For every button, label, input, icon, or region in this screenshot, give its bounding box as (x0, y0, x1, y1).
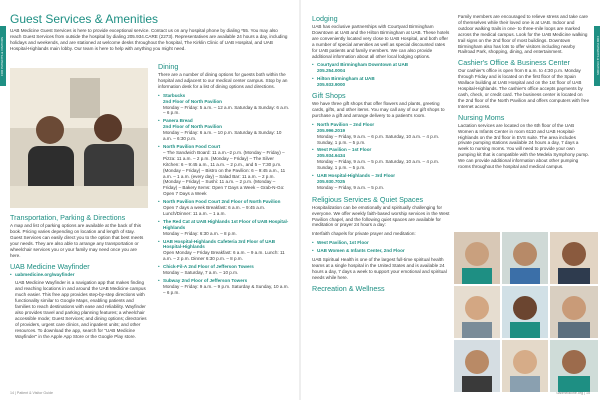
footer-left (10, 391, 53, 395)
dining-item-hours: Monday – Friday: 6 a.m. – 10 p.m. Saturday & Sunday: 10 a.m. – 6:30 p.m. (163, 130, 282, 142)
religious-item-2 (312, 248, 450, 254)
gift-shop-name: North Pavilion – 2nd Floor (317, 121, 375, 127)
heading-lodging: Lodging (312, 14, 338, 23)
wayfinder-link[interactable]: uabmedicine.org/wayfinder (15, 272, 75, 278)
spiritual-paragraph: UAB Spiritual Health is one of the largest full-time spiritual health teams at a single hospital in the United States and is available 24 hours a day, 7 days a week to support your emotional and spiritual needs while here. (312, 257, 447, 280)
cashier-paragraph: Our cashier's office is open from 8 a.m. to 4:30 p.m. Monday through Friday and is located on the first floor of the Spain Wallace building at UAB Hospital and on the 1st floor of UAB Hospital-Highlands. The cashier's office accepts payments by cash, check, or credit card. The business center is located on the 2nd floor of the North Pavilion and offers computers with free Internet access. (458, 68, 590, 109)
dining-item-subway (158, 278, 290, 296)
right-column-1 (312, 14, 450, 294)
heading-cashier: Cashier's Office & Business Center (458, 58, 570, 68)
collage-photo-image (452, 232, 600, 392)
lodging-courtyard (312, 62, 450, 74)
dining-item-cafeteria (158, 239, 290, 263)
religious-item-label: UAB Women & Infants Center, 2nd Floor (317, 248, 405, 254)
heading-nursing: Nursing Moms (458, 112, 505, 122)
dining-item-location: 2nd Floor of North Pavilion (163, 124, 222, 130)
dining-item-name: North Pavilion Food Court (163, 143, 221, 149)
gift-shop-name: UAB Hospital-Highlands – 3rd Floor (317, 173, 396, 179)
religious-item-1 (312, 240, 450, 246)
gift-shop-hours: Monday – Friday, 9 a.m. – 6 p.m. Saturday, 10 a.m. – 4 p.m. Sunday, 1 p.m. – 5 p.m. (317, 133, 440, 145)
dining-item-hours: Monday – Friday: 9 a.m. – 9 p.m. Saturday & Sunday, 10 a.m. – 6 p.m. (163, 283, 289, 295)
heading-recreation: Recreation & Wellness (312, 283, 385, 293)
heading-transportation: Transportation, Parking & Directions (10, 213, 126, 222)
gift-shop-phone: 205.996.2019 (317, 127, 346, 133)
heading-religious: Religious Services & Quiet Spaces (312, 194, 424, 204)
gift-shop-name: West Pavilion – 1st Floor (317, 147, 372, 153)
gift-paragraph: We have three gift shops that offer flowers and plants, greeting cards, gifts, and other items. You may call any of our gift shops to purchase a gift and arrange delivery to a patient's room. (312, 101, 445, 118)
heading-dining: Dining (158, 62, 179, 71)
gift-shop-west (312, 147, 450, 171)
dining-item-red-cat (158, 219, 290, 237)
gift-shop-phone: 205.934.6434 (317, 153, 346, 159)
dining-item-panera (158, 118, 290, 142)
dining-item-hours: Open Monday – Friday Breakfast: 6 a.m. – 9 a.m. Lunch: 11 a.m. – 2 p.m. Dinner 6:30 p.m. – 8 p.m. (163, 250, 285, 262)
lodging-paragraph: UAB has exclusive partnerships with Courtyard Birmingham Downtown at UAB and the Hilton Birmingham at UAB. These hotels are conveniently located very close to UAB Hospital, and both offer a number of special amenities as well as special discounted rates for UAB patients and family members. We can also provide additional information about all other local lodging options. (312, 24, 450, 59)
staff-photo (10, 68, 148, 208)
gift-shop-north (312, 122, 450, 146)
dining-item-chick-fil-a (158, 264, 290, 276)
dining-item-name: Starbucks (163, 92, 186, 98)
intro-block (10, 28, 288, 55)
intro-paragraph: UAB Medicine Guest Services is here to provide exceptional service. Contact us on any hospital phone by dialing *55. You may also reach Guest Services from outside the hospital by dialing 205.934.CARE (2273). Representatives are available 24 hours a day, including holidays and weekends, and are stationed at welcome desks throughout the hospital, The Kirklin Clinic of UAB Hospital, and UAB Hospital-Highlands main lobby. Our team is here to help with anything you might need. (10, 28, 288, 51)
dining-item-name: Panera Bread (163, 118, 193, 124)
lodging-phone: 205.254.0004 (317, 68, 346, 74)
dining-item-hours: Monday – Saturday, 7 a.m. – 10 p.m. (163, 270, 239, 276)
footer-right-text: uabmedicine.org | 15 (556, 391, 590, 395)
page-gutter (299, 0, 301, 400)
religious-item-label: West Pavilion, 1st Floor (317, 240, 369, 246)
dining-item-food-court-hwy (158, 199, 290, 217)
lodging-name: Hilton Birmingham at UAB (317, 76, 375, 82)
dining-item-location: 2nd Floor of North Pavilion (163, 98, 222, 104)
dining-item-hours: Open 7 days a week Breakfast: 6 a.m. – 9:45 a.m. Lunch/Dinner: 11 a.m. – 1 a.m. (163, 205, 266, 216)
gift-shop-phone: 205.930.7025 (317, 178, 346, 184)
dining-item-food-court (158, 144, 290, 197)
section-tab-right-label: FOR PATIENTS & VISITORS (596, 36, 600, 76)
dining-item-name: UAB Hospital-Highlands Cafeteria 3rd Floor of UAB Hospital-Highlands (163, 238, 276, 250)
page-title: Guest Services & Amenities (10, 12, 159, 26)
transport-paragraph: A map and list of parking options are available at the back of this book. Pricing varies depending on location and length of stay. Guest Services can easily direct you to the option that best meets your needs. They are also able to arrange any transportation or wheelchair services you or your family may need once you are here. (10, 223, 144, 258)
dining-item-hours: Monday – Friday: 5 a.m. – 12 a.m. Saturday & Sunday: 6 a.m. – 6 p.m. (163, 104, 290, 116)
section-tab-right (594, 26, 600, 86)
dining-item-name: The Red Cat at UAB Highlands 1st Floor of UAB Hospital-Highlands (163, 218, 289, 230)
lodging-name: Courtyard Birmingham Downtown at UAB (317, 62, 409, 68)
footer-left-text: 14 | Patient & Visitor Guide (10, 391, 54, 395)
heading-wayfinder: UAB Medicine Wayfinder (10, 262, 90, 272)
dining-intro: There are a number of dining options for guests both within the hospital and adjacent to our medical center campus. Stop by an information desk for a list of dining options and directions. (158, 72, 288, 89)
left-text-column (10, 213, 148, 342)
wayfinder-url[interactable] (10, 272, 148, 278)
lodging-hilton (312, 76, 450, 88)
religious-paragraph: Hospitalization can be emotionally and spiritually challenging for everyone. We offer weekly faith-based worship services in the West Pavilion chapel, and the following quiet spaces are available for meditation or prayer 24 hours a day: (312, 204, 450, 228)
gift-shop-highlands (312, 173, 450, 191)
religious-interfaith: Interfaith chapels for private prayer and meditation: (312, 231, 416, 237)
collage-photo (452, 232, 600, 392)
gift-shop-hours: Monday – Friday, 9 a.m. – 5 p.m. Saturday, 10 a.m. – 4 p.m. Sunday, 1 p.m. – 5 p.m. (317, 159, 440, 171)
family-paragraph: Family members are encouraged to relieve stress and take care of themselves while their loved one is at UAB. Indoor and outdoor walking trails in one- to three-mile loops are marked across the medical campus. Look for the UAB Medicine walking trail signs on the 2nd floor of most buildings. Downtown Birmingham also has lots to offer visitors including nearby Railroad Park, shopping, dining, and entertainment. (458, 14, 588, 55)
dining-item-name: Chick-Fil-A 2nd Floor of Jefferson Towers (163, 264, 254, 270)
dining-column (158, 62, 290, 298)
heading-gift-shops: Gift Shops (312, 91, 346, 101)
footer-right (557, 391, 591, 395)
lodging-phone: 205.933.9000 (317, 82, 346, 88)
gift-shop-hours: Monday – Friday, 9 a.m. – 5 p.m. (317, 184, 385, 190)
dining-item-hours: Monday – Friday: 6:30 a.m. – 8 p.m. (163, 230, 237, 236)
staff-photo-image (10, 68, 148, 208)
section-tab-left (0, 26, 6, 86)
dining-item-name: Subway 2nd Floor of Jefferson Towers (163, 278, 248, 283)
dining-item-starbucks (158, 93, 290, 117)
dining-item-name: North Pavilion Food Court 2nd Floor of North Pavilion (163, 199, 281, 205)
section-tab-left-label: FOR PATIENTS & VISITORS (0, 36, 4, 76)
nursing-paragraph: Lactation services are located on the 6th floor of the UAB Women & Infants Center in room 6110 and UAB Hospital-Highlands on the 3rd floor in EVS suite. The area includes private pumping stations available 24 hours a day, 7 days a week to nursing moms. You will need to provide your own pumping kit that is compatible with the Medela Symphony pump. We can provide additional information about other pumping rooms throughout the hospital and medical campus. (458, 122, 589, 170)
wayfinder-paragraph: UAB Medicine Wayfinder is a navigation app that makes finding and reaching locations in and around the UAB Medicine campus much easier. This free app provides step-by-step directions with functionality similar to Google Maps, enabling patients and families to reach destinations with ease and reliability. Wayfinder also provides travel and parking planning features; a wheelchair accessible mode; Guest Services; and dining options; directories of providers, urgent care clinics, and inpatient units; and other resources. To download the app, search for "UAB Medicine Wayfinder" in the Apple App Store or the Google Play store. (15, 280, 147, 339)
dining-item-hours: – The Sandwich Board: 11 a.m.–2 p.m. (Monday – Friday) – Pizza: 11 a.m. – 2 p.m. (Monday – Friday) – The Silver Kitchen: 6 – 9:45 a.m., 11 a.m. – 2 p.m., and 5 – 7:30 p.m. (Monday – Friday) – Bistro on the Pavilion: 6 – 9:45 a.m., 11 a.m. – 1 a.m. (every day) – Salad Bar: 11 a.m. – 2 p.m. (Monday – Friday) – Sushi: 11 a.m. – 2 p.m. (Monday – Friday) – Bakery Items: Open 7 Days a Week – Grab-N-Go: Open 7 Days a Week (163, 149, 286, 197)
right-column-2 (458, 14, 590, 173)
